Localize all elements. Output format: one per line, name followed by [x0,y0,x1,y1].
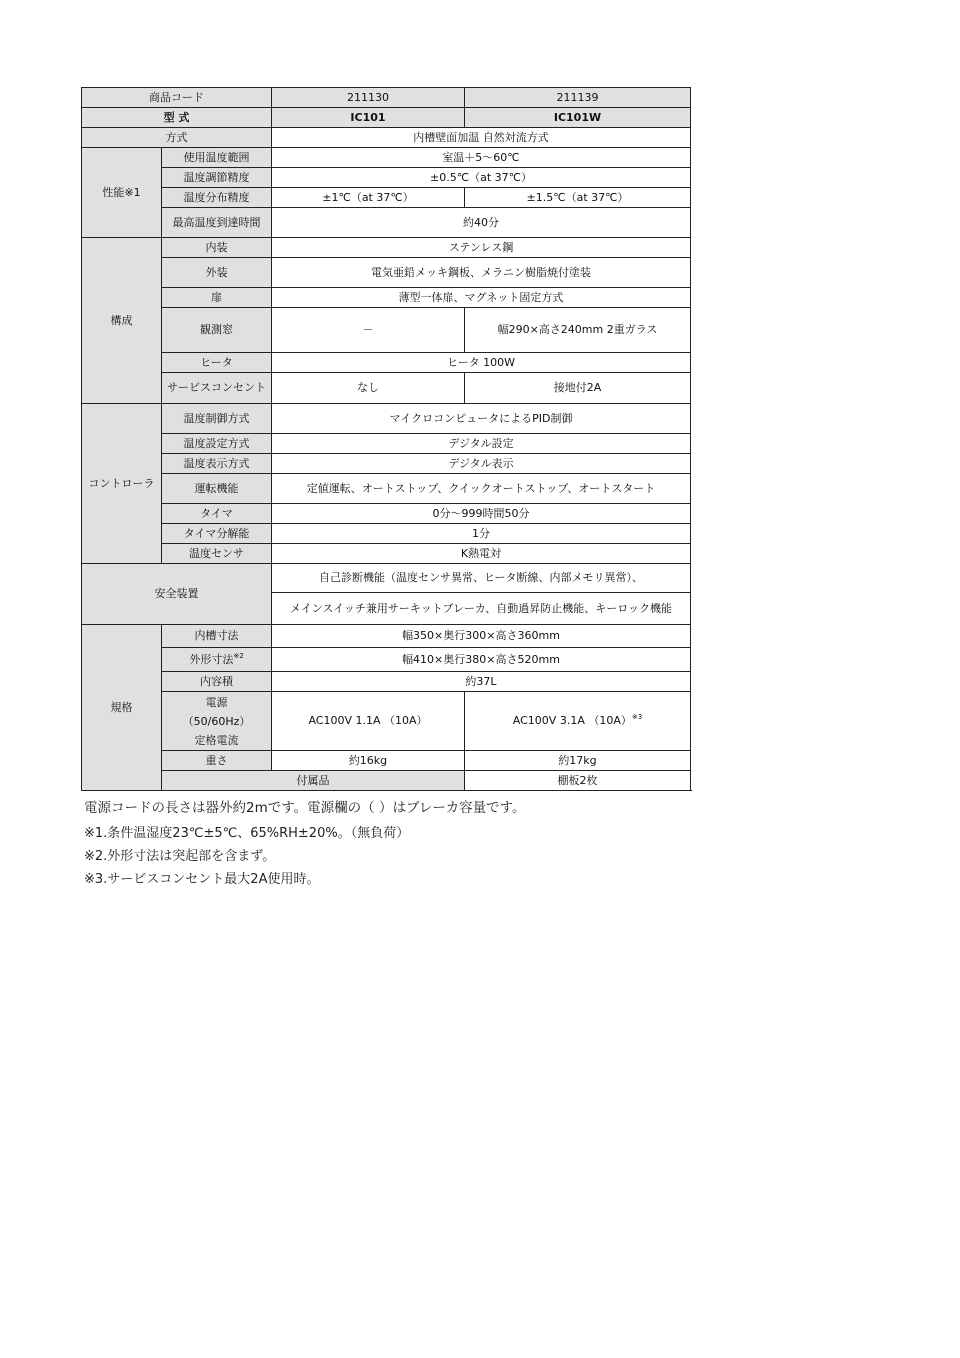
row-door [82,288,691,308]
value-distribution-accuracy-1: ±1℃（at 37℃） [272,188,465,208]
value-safety-line1: 自己診断機能（温度センサ異常、ヒータ断線、内部メモリ異常）、 [272,564,691,593]
row-setting-method [82,434,691,454]
value-timer-resolution: 1分 [272,524,691,544]
group-controller: コントローラ [82,404,162,564]
label-model: 型 式 [82,108,272,128]
value-setting-method: デジタル設定 [272,434,691,454]
label-door: 扉 [162,288,272,308]
label-accessories: 付属品 [162,771,465,791]
label-max-time: 最高温度到達時間 [162,208,272,238]
value-product-code-1: 211130 [272,88,465,108]
value-adjust-accuracy: ±0.5℃（at 37℃） [272,168,691,188]
value-distribution-accuracy-2: ±1.5℃（at 37℃） [465,188,691,208]
row-product-code [82,88,691,108]
label-heater: ヒータ [162,353,272,373]
value-method: 内槽壁面加温 自然対流方式 [272,128,691,148]
value-outlet-1: なし [272,373,465,404]
value-timer: 0分～999時間50分 [272,504,691,524]
label-method: 方式 [82,128,272,148]
label-power [162,692,272,751]
note-line-2: ※1.条件温湿度23℃±5℃、65%RH±20%。（無負荷） [84,826,410,841]
label-operation: 運転機能 [162,474,272,504]
row-max-time [82,208,691,238]
row-interior [82,238,691,258]
value-interior: ステンレス鋼 [272,238,691,258]
value-model-2: IC101W [465,108,691,128]
row-control-method [82,404,691,434]
value-door: 薄型一体扉、マグネット固定方式 [272,288,691,308]
label-power-line1: 電源 [205,695,228,709]
label-exterior: 外装 [162,258,272,288]
row-weight [82,751,691,771]
row-display-method [82,454,691,474]
value-outlet-2: 接地付2A [465,373,691,404]
row-outlet [82,373,691,404]
row-accessories [82,771,691,791]
row-outer-dim [82,648,691,672]
label-timer-resolution: タイマ分解能 [162,524,272,544]
label-interior: 内装 [162,238,272,258]
row-heater [82,353,691,373]
value-inner-dim: 幅350×奥行300×高さ360mm [272,625,691,648]
label-display-method: 温度表示方式 [162,454,272,474]
label-power-line3: 定格電流 [194,733,239,747]
row-timer-resolution [82,524,691,544]
row-temp-range [82,148,691,168]
value-weight-1: 約16kg [272,751,465,771]
label-outer-dim-text: 外形寸法 [189,652,234,666]
row-power [82,692,691,751]
value-weight-2: 約17kg [465,751,691,771]
footnotes [84,797,526,891]
label-control-method: 温度制御方式 [162,404,272,434]
label-window: 観測窓 [162,308,272,353]
value-exterior: 電気亜鉛メッキ鋼板、メラニン樹脂焼付塗装 [272,258,691,288]
value-display-method: デジタル表示 [272,454,691,474]
row-sensor [82,544,691,564]
row-exterior [82,258,691,288]
row-operation [82,474,691,504]
spec-table [81,87,691,791]
note-mark-3: ※3 [631,713,643,722]
label-product-code: 商品コード [82,88,272,108]
note-line-4: ※3.サービスコンセント最大2A使用時。 [84,872,320,887]
value-power-1: AC100V 1.1A （10A） [272,692,465,751]
value-temp-range: 室温＋5～60℃ [272,148,691,168]
row-window [82,308,691,353]
group-construction: 構成 [82,238,162,404]
value-safety-line2: メインスイッチ兼用サーキットブレーカ、自動過昇防止機能、キーロック機能 [272,593,691,625]
label-adjust-accuracy: 温度調節精度 [162,168,272,188]
label-power-line2: （50/60Hz） [182,714,251,728]
value-max-time: 約40分 [272,208,691,238]
label-outlet: サービスコンセント [162,373,272,404]
value-heater: ヒータ 100W [272,353,691,373]
label-timer: タイマ [162,504,272,524]
note-mark-2: ※2 [233,651,244,660]
group-performance: 性能※1 [82,148,162,238]
label-temp-range: 使用温度範囲 [162,148,272,168]
label-sensor: 温度センサ [162,544,272,564]
value-window-1: － [272,308,465,353]
label-outer-dim [162,648,272,672]
value-control-method: マイクロコンピュータによるPID制御 [272,404,691,434]
value-window-2: 幅290×高さ240mm 2重ガラス [465,308,691,353]
value-model-1: IC101 [272,108,465,128]
row-method [82,128,691,148]
row-capacity [82,672,691,692]
value-operation: 定値運転、オートストップ、クイックオートストップ、オートスタート [272,474,691,504]
row-distribution-accuracy [82,188,691,208]
row-adjust-accuracy [82,168,691,188]
row-model [82,108,691,128]
value-accessories: 棚板2枚 [465,771,691,791]
label-setting-method: 温度設定方式 [162,434,272,454]
row-safety-1 [82,564,691,593]
value-product-code-2: 211139 [465,88,691,108]
value-power-2-text: AC100V 3.1A （10A） [512,714,632,728]
label-capacity: 内容積 [162,672,272,692]
value-power-2 [465,692,691,751]
value-outer-dim: 幅410×奥行380×高さ520mm [272,648,691,672]
note-line-1: 電源コードの長さは器外約2mです。電源欄の（ ）はブレーカ容量です。 [84,800,526,816]
row-timer [82,504,691,524]
label-distribution-accuracy: 温度分布精度 [162,188,272,208]
label-weight: 重さ [162,751,272,771]
label-inner-dim: 内槽寸法 [162,625,272,648]
note-line-3: ※2.外形寸法は突起部を含まず。 [84,849,276,864]
value-capacity: 約37L [272,672,691,692]
value-sensor: K熱電対 [272,544,691,564]
label-safety: 安全装置 [82,564,272,625]
group-spec: 規格 [82,625,162,791]
row-inner-dim [82,625,691,648]
